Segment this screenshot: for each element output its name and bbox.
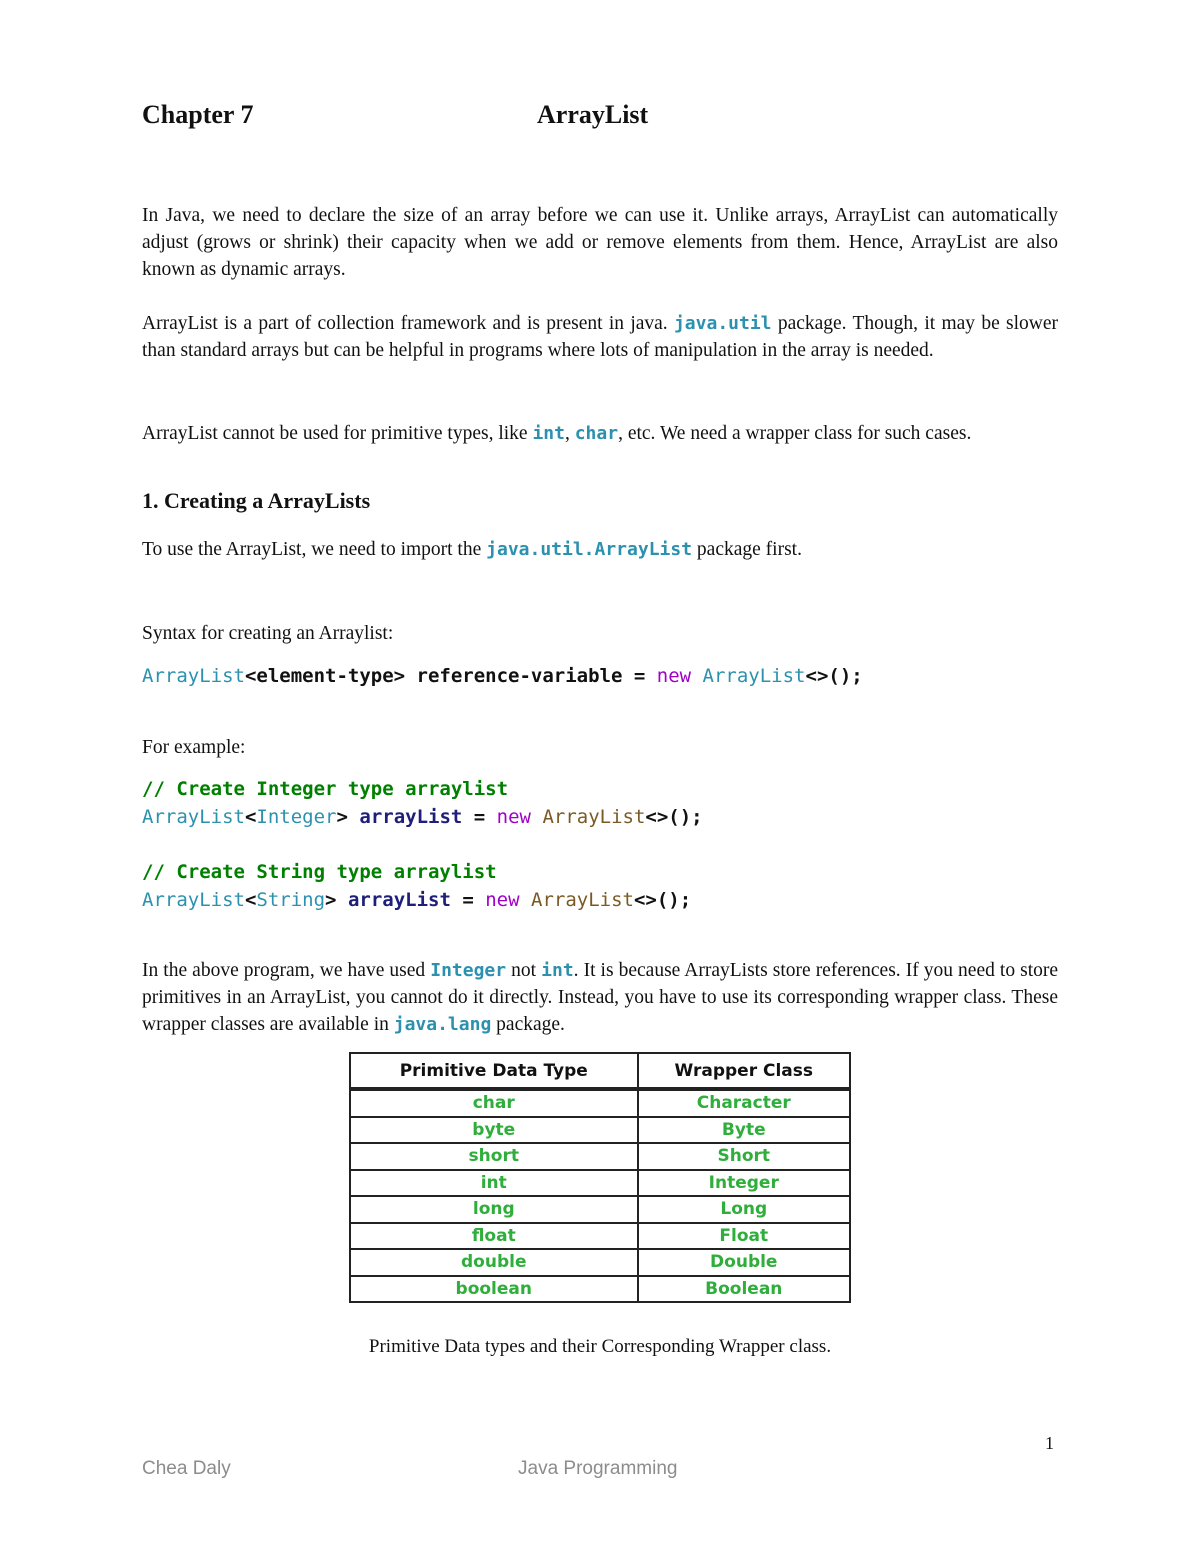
table-cell: Double (638, 1249, 850, 1276)
ex1-var: arrayList (359, 806, 463, 828)
table-cell: char (350, 1089, 638, 1117)
table-cell: short (350, 1143, 638, 1170)
code-generic: <element-type> reference-variable = (244, 665, 657, 687)
ex1-kw: new (496, 806, 531, 828)
code-tail: <>(); (805, 665, 863, 687)
example-1-code (142, 806, 703, 828)
import-text-before: To use the ArrayList, we need to import the (142, 539, 482, 560)
ex2-type: ArrayList (142, 889, 245, 911)
inline-code-int: int (532, 423, 565, 444)
ex2-generic: String (256, 889, 326, 911)
table-cell: double (350, 1249, 638, 1276)
table-cell: Float (638, 1223, 850, 1250)
intro-p3-sep: , (564, 423, 570, 444)
table-row (350, 1196, 850, 1223)
inline-code-char: char (574, 423, 619, 444)
example-2-code (142, 889, 691, 911)
ex1-lt: < (244, 806, 257, 828)
code-type: ArrayList (142, 665, 245, 687)
table-caption: Primitive Data types and their Corresponding Wrapper class. (368, 1336, 832, 1357)
wrapper-class-table (349, 1052, 851, 1303)
ex2-lt: < (244, 889, 257, 911)
intro-p3-text-before: ArrayList cannot be used for primitive types, like (142, 423, 528, 444)
ex1-generic: Integer (256, 806, 337, 828)
table-row (350, 1170, 850, 1197)
table-row (350, 1223, 850, 1250)
table-row (350, 1089, 850, 1117)
table-cell: Long (638, 1196, 850, 1223)
inline-code-java-lang: java.lang (393, 1014, 492, 1035)
section-heading: 1. Creating a ArrayLists (142, 488, 371, 513)
intro-p2-text-after: package. Though, it may be slower than standard arrays but can be helpful in programs where lots of manipulation in the array is needed. (142, 313, 1059, 361)
inline-code-int-2: int (541, 960, 574, 981)
page-title: ArrayList (537, 100, 649, 129)
example-label: For example: (142, 737, 246, 758)
p4-text-b: not (511, 960, 537, 981)
intro-paragraph-2 (142, 310, 1058, 364)
ex2-gt: > (325, 889, 337, 911)
ex1-ctor: ArrayList (542, 806, 646, 828)
inline-code-integer: Integer (430, 960, 507, 981)
table-cell: Boolean (638, 1276, 850, 1303)
import-text-after: package first. (696, 539, 802, 560)
table-cell: Character (638, 1089, 850, 1117)
table-cell: boolean (350, 1276, 638, 1303)
import-paragraph (142, 536, 1058, 563)
table-header-cell: Primitive Data Type (350, 1053, 638, 1089)
p4-text-d: package. (496, 1014, 565, 1035)
footer-course: Java Programming (518, 1458, 678, 1479)
p4-text-a: In the above program, we have used (142, 960, 426, 981)
p4-text-c: . It is because ArrayLists store references. If you need to store primitives in an ArrayList, you cannot do it directly. Instead, you have to use its corresponding wrapper class. These wrapper classes are available in (142, 960, 1059, 1035)
ex1-type: ArrayList (142, 806, 245, 828)
intro-paragraph-1: In Java, we need to declare the size of an array before we can use it. Unlike arrays, ArrayList can automatically adjust (grows or shrink) their capacity when we add or remove elements from them. Hence, ArrayList are also known as dynamic arrays. (142, 205, 1058, 280)
example-2-comment: // Create String type arraylist (142, 861, 497, 883)
table-row (350, 1143, 850, 1170)
ex2-eq: = (450, 889, 486, 911)
page-number: 1 (1045, 1433, 1054, 1453)
chapter-label: Chapter 7 (142, 100, 254, 129)
example-1-comment: // Create Integer type arraylist (142, 778, 509, 800)
table-row (350, 1276, 850, 1303)
table-cell: Integer (638, 1170, 850, 1197)
table-cell: Byte (638, 1117, 850, 1144)
table-row (350, 1117, 850, 1144)
table-cell: float (350, 1223, 638, 1250)
ex2-tail: <>(); (633, 889, 692, 911)
footer-author: Chea Daly (142, 1458, 231, 1479)
code-keyword: new (656, 665, 692, 687)
ex2-var: arrayList (347, 889, 451, 911)
inline-code-java-util: java.util (673, 313, 772, 334)
ex1-eq: = (462, 806, 497, 828)
table-cell: long (350, 1196, 638, 1223)
wrapper-explanation-paragraph (142, 957, 1058, 1038)
table-cell: Short (638, 1143, 850, 1170)
syntax-code-line (142, 665, 863, 687)
table-row (350, 1249, 850, 1276)
table-header-row (350, 1053, 850, 1089)
syntax-label: Syntax for creating an Arraylist: (142, 623, 394, 644)
ex2-ctor: ArrayList (531, 889, 634, 911)
table-cell: byte (350, 1117, 638, 1144)
ex2-kw: new (485, 889, 520, 911)
table-cell: int (350, 1170, 638, 1197)
inline-code-arraylist-package: java.util.ArrayList (486, 539, 693, 560)
ex1-gt: > (336, 806, 348, 828)
ex1-tail: <>(); (645, 806, 703, 828)
intro-p2-text-before: ArrayList is a part of collection framework and is present in java. (142, 313, 668, 334)
code-ctor: ArrayList (702, 665, 806, 687)
table-header-cell: Wrapper Class (638, 1053, 850, 1089)
intro-paragraph-3 (142, 420, 1072, 447)
intro-p3-text-after: , etc. We need a wrapper class for such cases. (618, 423, 972, 444)
